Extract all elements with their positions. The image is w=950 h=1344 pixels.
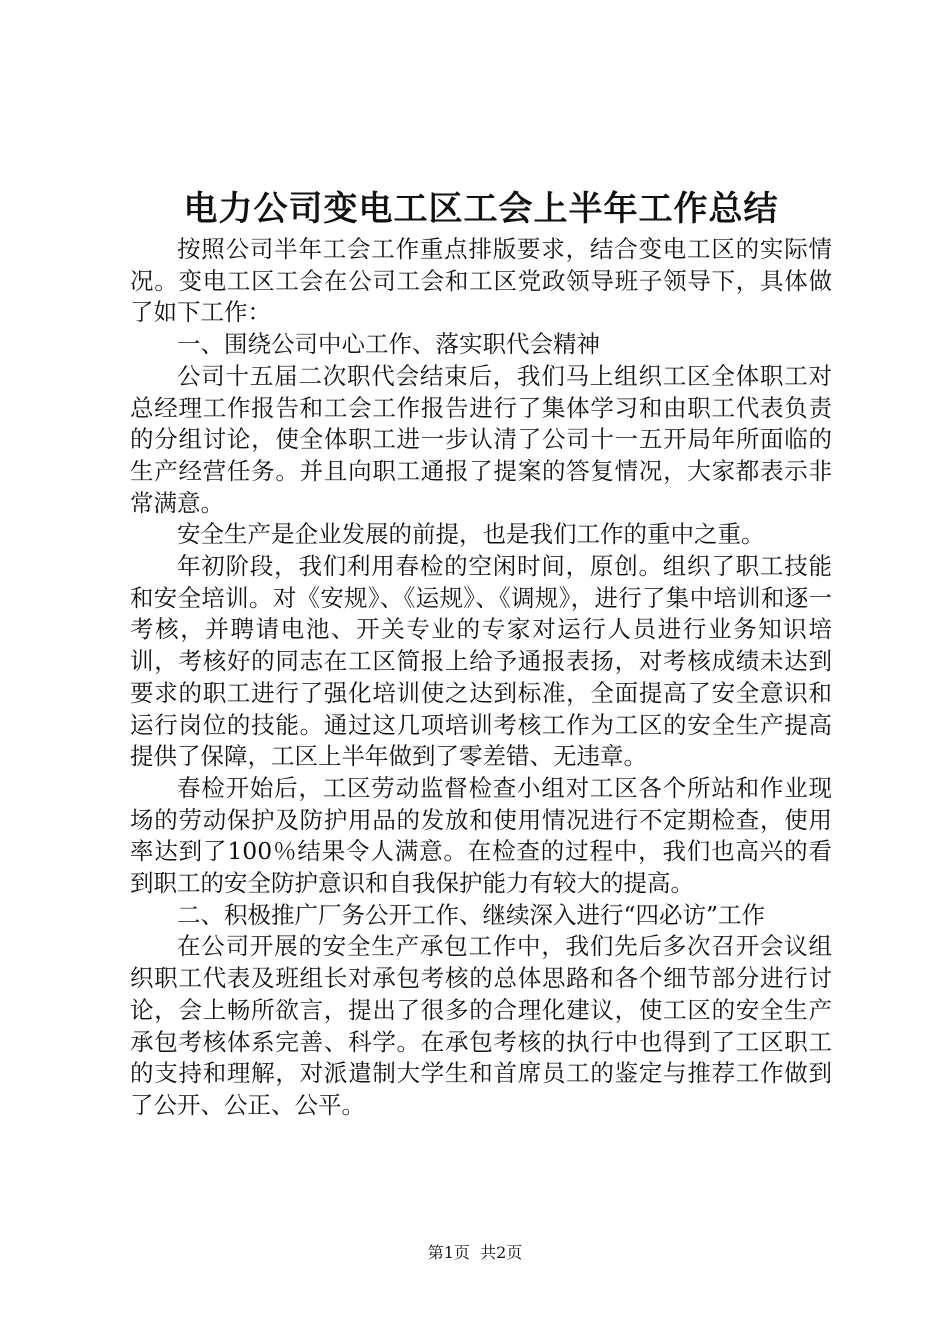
paragraph-safety: 安全生产是企业发展的前提，也是我们工作的重中之重。 xyxy=(177,520,765,549)
section-heading-2: 二、积极推广厂务公开工作、继续深入进行“四必访”工作 xyxy=(177,900,766,929)
document-body xyxy=(130,234,832,1122)
paragraph-inspection: 春检开始后，工区劳动监督检查小组对工区各个所站和作业现场的劳动保护及防护用品的发放和使用情况进行不定期检查，使用率达到了100％结果令人满意。在检查的过程中，我们也高兴的看到职工的安全防护意识和自我保护能力有较大的提高。 xyxy=(130,773,832,898)
document-title: 电力公司变电工区工会上半年工作总结 xyxy=(183,189,779,229)
paragraph-contracting: 在公司开展的安全生产承包工作中，我们先后多次召开会议组织职工代表及班组长对承包考核的总体思路和各个细节部分进行讨论，会上畅所欲言，提出了很多的合理化建议，使工区的安全生产承包考核体系完善、科学。在承包考核的执行中也得到了工区职工的支持和理解，对派遣制大学生和首席员工的鉴定与推荐工作做到了公开、公正、公平。 xyxy=(130,932,832,1119)
paragraph-intro: 按照公司半年工会工作重点排版要求，结合变电工区的实际情况。变电工区工会在公司工会和工区党政领导班子领导下，具体做了如下工作： xyxy=(130,235,832,327)
paragraph-training: 年初阶段，我们利用春检的空闲时间，原创。组织了职工技能和安全培训。对《安规》、《运规》、《调规》，进行了集中培训和逐一考核，并聘请电池、开关专业的专家对运行人员进行业务知识培训，考核好的同志在工区简报上给予通报表扬，对考核成绩未达到要求的职工进行了强化培训使之达到标准，全面提高了安全意识和运行岗位的技能。通过这几项培训考核工作为工区的安全生产提高提供了保障，工区上半年做到了零差错、无违章。 xyxy=(130,552,832,771)
section-heading-1: 一、围绕公司中心工作、落实职代会精神 xyxy=(177,330,600,359)
page-number-footer: 第1页 共2页 xyxy=(427,1243,523,1262)
paragraph-congress: 公司十五届二次职代会结束后，我们马上组织工区全体职工对总经理工作报告和工会工作报告进行了集体学习和由职工代表负责的分组讨论，使全体职工进一步认清了公司十一五开局年所面临的生产经营任务。并且向职工通报了提案的答复情况，大家都表示非常满意。 xyxy=(130,361,832,517)
